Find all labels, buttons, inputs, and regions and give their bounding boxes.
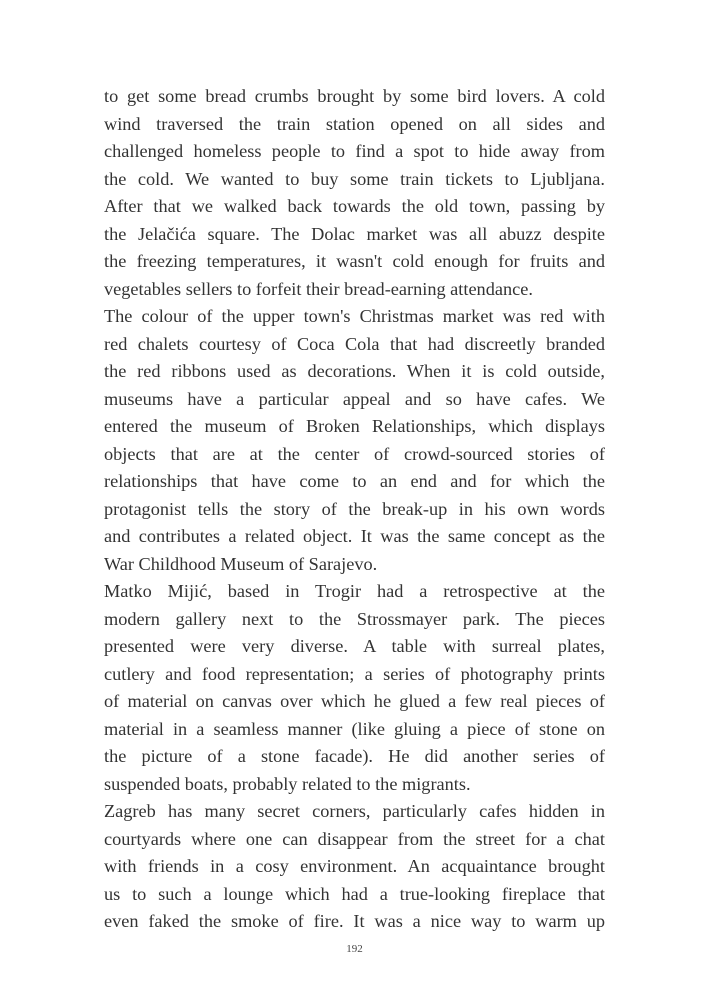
text-line: the freezing temperatures, it wasn't cold enough for fruits and (104, 251, 605, 271)
text-line: Zagreb has many secret corners, particularly cafes hidden in (104, 801, 605, 821)
text-line: even faked the smoke of fire. It was a nice way to warm up (104, 911, 605, 931)
paragraph (104, 83, 605, 303)
text-line: cutlery and food representation; a series of photography prints (104, 663, 605, 684)
text-line: the cold. We wanted to buy some train tickets to Ljubljana. (104, 168, 605, 189)
page-number: 192 (346, 943, 363, 955)
text-line: The colour of the upper town's Christmas market was red with (104, 306, 605, 326)
text-line: entered the museum of Broken Relationships, which displays (104, 416, 605, 436)
text-line: vegetables sellers to forfeit their bread-earning attendance. (104, 278, 533, 299)
text-line: After that we walked back towards the old town, passing by (104, 196, 605, 216)
text-line: challenged homeless people to find a spot to hide away from (104, 141, 605, 161)
text-line: with friends in a cosy environment. An acquaintance brought (104, 856, 605, 876)
text-line: of material on canvas over which he glued a few real pieces of (104, 691, 605, 711)
text-line: museums have a particular appeal and so have cafes. We (104, 388, 605, 409)
text-line: modern gallery next to the Strossmayer park. The pieces (104, 608, 605, 629)
text-line: courtyards where one can disappear from the street for a chat (104, 828, 605, 849)
text-line: us to such a lounge which had a true-looking fireplace that (104, 883, 605, 904)
text-line: Matko Mijić, based in Trogir had a retrospective at the (104, 581, 605, 601)
text-line: the red ribbons used as decorations. When it is cold outside, (104, 361, 605, 381)
text-line: and contributes a related object. It was the same concept as the (104, 526, 605, 546)
text-line: wind traversed the train station opened on all sides and (104, 113, 605, 134)
text-line: presented were very diverse. A table with surreal plates, (104, 636, 605, 656)
text-line: the Jelačića square. The Dolac market was all abuzz despite (104, 223, 605, 244)
paragraph (104, 798, 605, 936)
text-line: objects that are at the center of crowd-sourced stories of (104, 443, 605, 464)
text-line: material in a seamless manner (like gluing a piece of stone on (104, 718, 605, 739)
text-line: relationships that have come to an end and for which the (104, 471, 605, 491)
text-line: the picture of a stone facade). He did another series of (104, 746, 605, 766)
text-line: War Childhood Museum of Sarajevo. (104, 553, 378, 574)
paragraph (104, 578, 605, 798)
text-line: red chalets courtesy of Coca Cola that had discreetly branded (104, 333, 605, 354)
text-line: to get some bread crumbs brought by some bird lovers. A cold (104, 86, 605, 106)
body-text (104, 83, 605, 936)
text-line: protagonist tells the story of the break-up in his own words (104, 498, 605, 519)
paragraph (104, 303, 605, 578)
text-line: suspended boats, probably related to the migrants. (104, 773, 471, 794)
